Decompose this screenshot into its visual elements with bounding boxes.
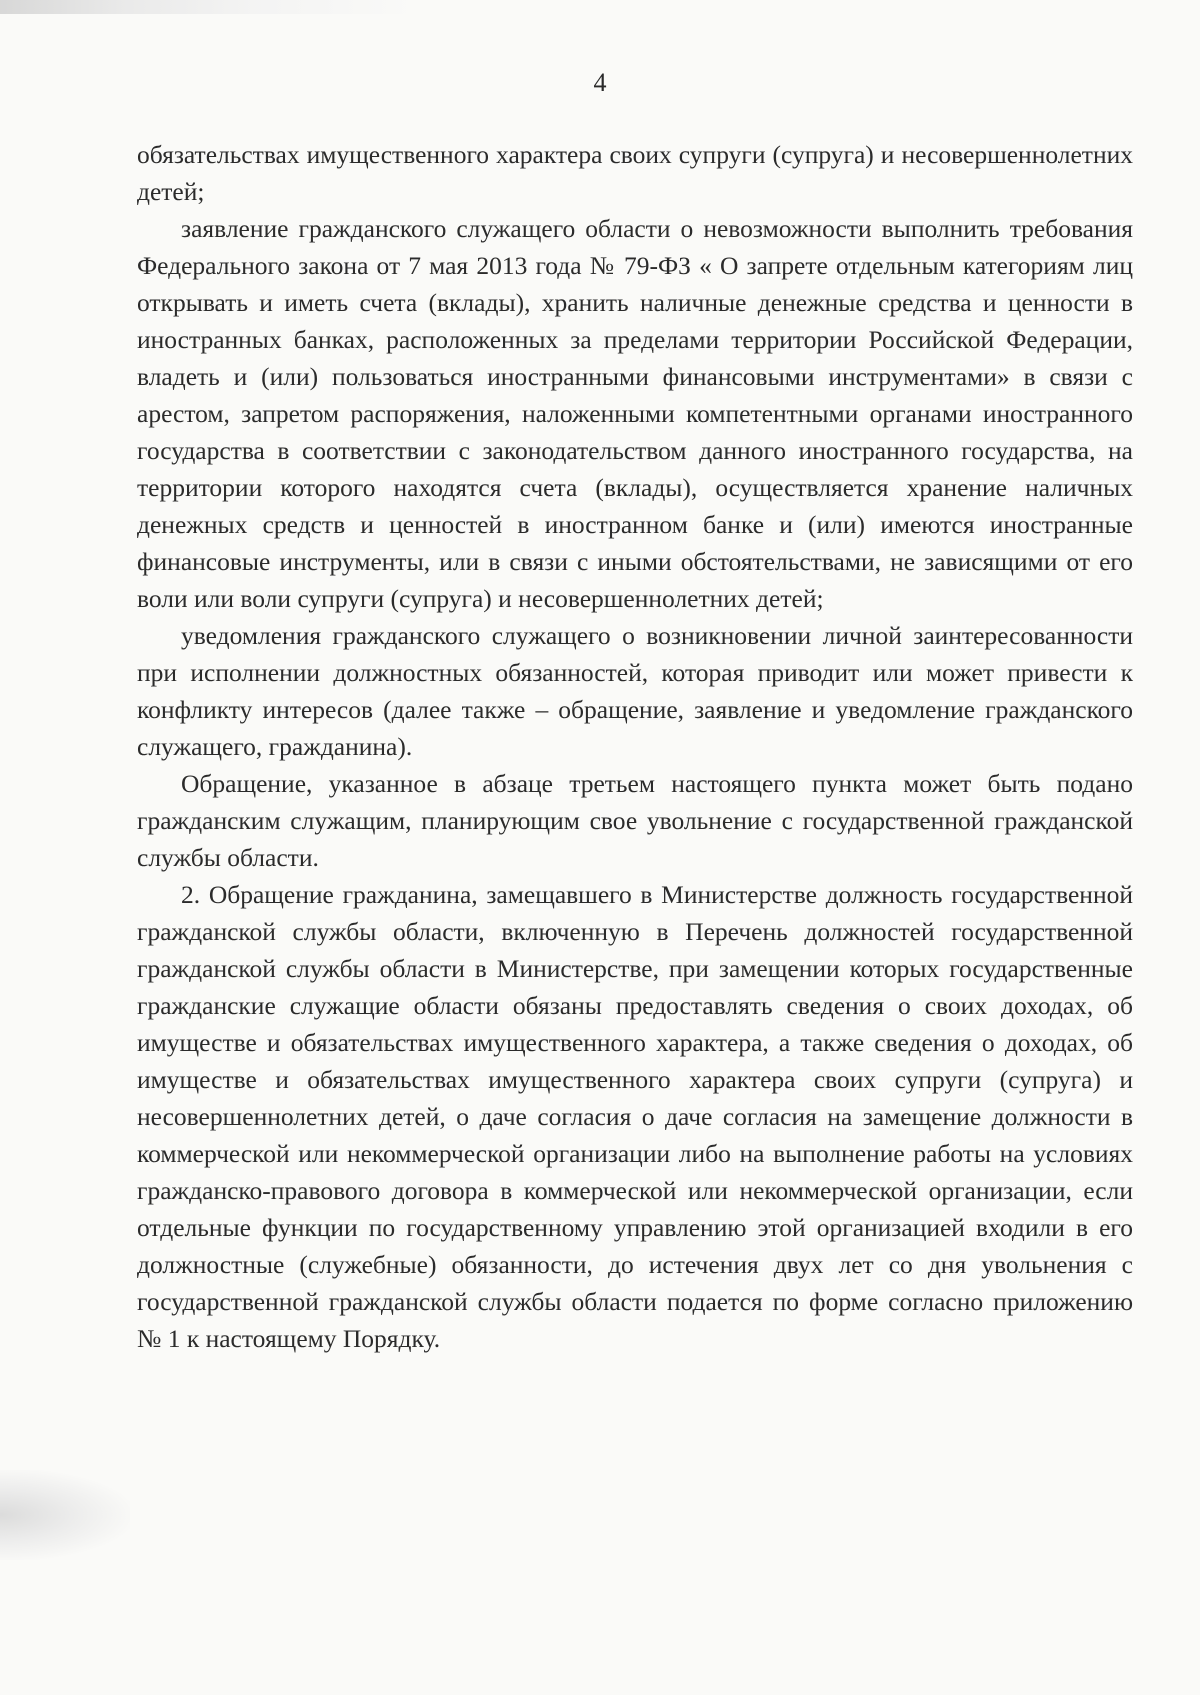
paragraph-continuation: обязательствах имущественного характера своих супруги (супруга) и несовершеннолетних детей; (137, 140, 1133, 206)
paragraph-notification: уведомления гражданского служащего о возникновении личной заинтересованности при исполнении должностных обязанностей, которая приводит или может привести к конфликту интересов (далее также – обращение, заявление и уведомление гражданского служащего, гражданина). (137, 621, 1133, 761)
page-number: 4 (593, 68, 607, 97)
scan-artifact-top (0, 0, 420, 14)
paragraph-appeal-note: Обращение, указанное в абзаце третьем настоящего пункта может быть подано гражданским служащим, планирующим свое увольнение с государственной гражданской службы области. (137, 769, 1133, 872)
paragraph-item-2: 2. Обращение гражданина, замещавшего в Министерстве должность государственной гражданской службы области, включенную в Перечень должностей государственной гражданской службы области в Министерстве, при замещении которых государственные гражданские служащие области обязаны предоставлять сведения о своих доходах, об имуществе и обязательствах имущественного характера, а также сведения о доходах, об имуществе и обязательствах имущественного характера своих супруги (супруга) и несовершеннолетних детей, о даче согласия о даче согласия на замещение должности в коммерческой или некоммерческой организации либо на выполнение работы на условиях гражданско-правового договора в коммерческой или некоммерческой организации, если отдельные функции по государственному управлению этой организацией входили в его должностные (служебные) обязанности, до истечения двух лет со дня увольнения с государственной гражданской службы области подается по форме согласно приложению № 1 к настоящему Порядку. (137, 880, 1133, 1353)
document-body (137, 136, 1133, 1357)
paragraph-statement: заявление гражданского служащего области о невозможности выполнить требования Федерального закона от 7 мая 2013 года № 79-ФЗ « О запрете отдельным категориям лиц открывать и иметь счета (вклады), хранить наличные денежные средства и ценности в иностранных банках, расположенных за пределами территории Российской Федерации, владеть и (или) пользоваться иностранными финансовыми инструментами» в связи с арестом, запретом распоряжения, наложенными компетентными органами иностранного государства в соответствии с законодательством данного иностранного государства, на территории которого находятся счета (вклады), осуществляется хранение наличных денежных средств и ценностей в иностранном банке и (или) имеются иностранные финансовые инструменты, или в связи с иными обстоятельствами, не зависящими от его воли или воли супруги (супруга) и несовершеннолетних детей; (137, 214, 1133, 613)
scan-artifact-left (0, 1470, 130, 1560)
